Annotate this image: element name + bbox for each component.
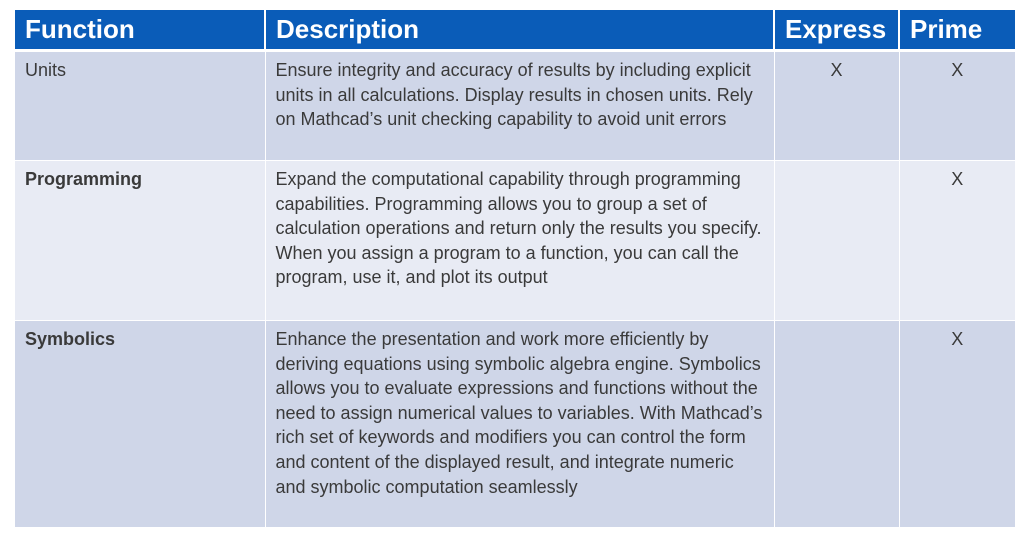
table-header-row — [15, 10, 1015, 51]
feature-comparison-table — [15, 10, 1015, 528]
header-description: Description — [265, 10, 774, 51]
function-cell: Symbolics — [15, 321, 265, 528]
description-cell: Expand the computational capability through programming capabilities. Programming allows you to group a set of calculation operations and return only the results you specify. When you assign a program to a function, you can call the program, use it, and plot its output — [265, 161, 774, 321]
header-function: Function — [15, 10, 265, 51]
feature-comparison-table-container — [15, 10, 1015, 528]
prime-mark: X — [899, 321, 1015, 528]
header-express: Express — [774, 10, 899, 51]
table-row-units — [15, 51, 1015, 161]
express-mark — [774, 321, 899, 528]
table-row-symbolics — [15, 321, 1015, 528]
description-cell: Ensure integrity and accuracy of results by including explicit units in all calculations. Display results in chosen units. Rely on Mathcad’s unit checking capability to avoid unit errors — [265, 51, 774, 161]
function-cell: Programming — [15, 161, 265, 321]
express-mark: X — [774, 51, 899, 161]
express-mark — [774, 161, 899, 321]
header-prime: Prime — [899, 10, 1015, 51]
table-row-programming — [15, 161, 1015, 321]
function-cell: Units — [15, 51, 265, 161]
prime-mark: X — [899, 51, 1015, 161]
prime-mark: X — [899, 161, 1015, 321]
description-cell: Enhance the presentation and work more efficiently by deriving equations using symbolic algebra engine. Symbolics allows you to evaluate expressions and functions without the need to assign numerical values to variables. With Mathcad’s rich set of keywords and modifiers you can control the form and content of the displayed result, and integrate numeric and symbolic computation seamlessly — [265, 321, 774, 528]
